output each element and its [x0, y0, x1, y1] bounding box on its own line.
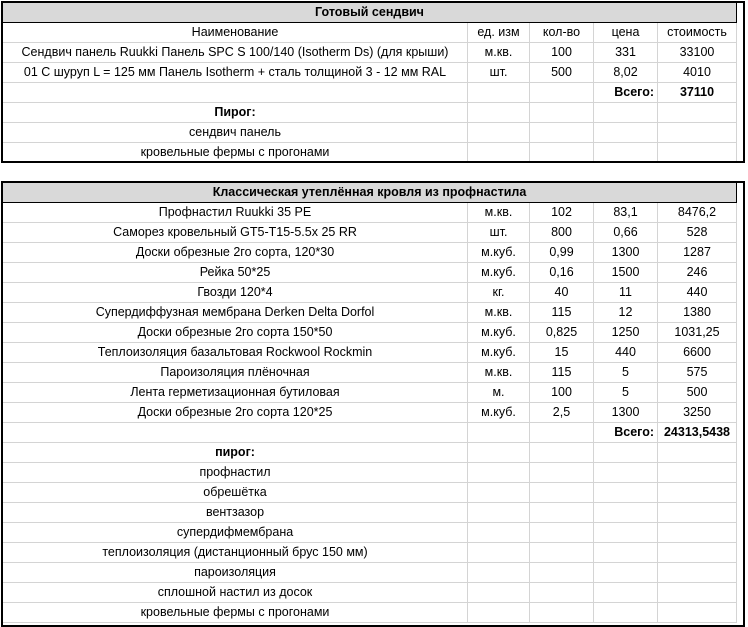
table-row [3, 403, 737, 423]
empty-cell[interactable] [468, 123, 530, 143]
header-qty[interactable]: кол-во [530, 23, 594, 43]
empty-cell[interactable] [594, 603, 658, 623]
item-name[interactable]: 01 С шуруп L = 125 мм Панель Isotherm + сталь толщиной 3 - 12 мм RAL [3, 63, 468, 83]
pie-row [3, 483, 737, 503]
item-cost[interactable]: 1287 [658, 243, 737, 263]
empty-cell[interactable] [468, 483, 530, 503]
item-unit[interactable]: м. [468, 383, 530, 403]
empty-cell[interactable] [468, 563, 530, 583]
item-price[interactable]: 1250 [594, 323, 658, 343]
empty-cell[interactable] [594, 143, 658, 163]
empty-cell[interactable] [530, 603, 594, 623]
item-unit[interactable]: м.кв. [468, 43, 530, 63]
item-qty[interactable]: 500 [530, 63, 594, 83]
empty-cell[interactable] [658, 143, 737, 163]
item-cost[interactable]: 6600 [658, 343, 737, 363]
item-price[interactable]: 12 [594, 303, 658, 323]
empty-cell[interactable] [530, 543, 594, 563]
header-cost[interactable]: стоимость [658, 23, 737, 43]
item-unit[interactable]: м.куб. [468, 263, 530, 283]
classic-title[interactable]: Классическая утеплённая кровля из профнастила [3, 183, 737, 203]
item-cost[interactable]: 1031,25 [658, 323, 737, 343]
table-row [3, 43, 737, 63]
item-qty[interactable]: 40 [530, 283, 594, 303]
empty-cell[interactable] [658, 483, 737, 503]
table-row [3, 263, 737, 283]
empty-cell[interactable] [658, 523, 737, 543]
empty-cell[interactable] [658, 563, 737, 583]
empty-cell[interactable] [468, 603, 530, 623]
item-name[interactable]: Теплоизоляция базальтовая Rockwool Rockmin [3, 343, 468, 363]
item-cost[interactable]: 3250 [658, 403, 737, 423]
item-unit[interactable]: м.кв. [468, 363, 530, 383]
total-value[interactable]: 24313,5438 [658, 423, 737, 443]
item-price[interactable]: 5 [594, 363, 658, 383]
total-label[interactable]: Всего: [594, 423, 658, 443]
pie-item[interactable]: сплошной настил из досок [3, 583, 468, 603]
table-row [3, 63, 737, 83]
empty-cell[interactable] [530, 423, 594, 443]
pie-title-row [3, 443, 737, 463]
item-unit[interactable]: шт. [468, 63, 530, 83]
item-price[interactable]: 1500 [594, 263, 658, 283]
empty-cell[interactable] [658, 443, 737, 463]
classic-pie [3, 463, 737, 623]
header-price[interactable]: цена [594, 23, 658, 43]
table-row [3, 343, 737, 363]
item-qty[interactable]: 0,825 [530, 323, 594, 343]
total-row [3, 423, 737, 443]
item-qty[interactable]: 0,99 [530, 243, 594, 263]
item-qty[interactable]: 0,16 [530, 263, 594, 283]
pie-item[interactable]: супердифмембрана [3, 523, 468, 543]
table-row [3, 383, 737, 403]
item-cost[interactable]: 246 [658, 263, 737, 283]
pie-row [3, 143, 737, 163]
empty-cell[interactable] [530, 123, 594, 143]
table-row [3, 243, 737, 263]
item-unit[interactable]: шт. [468, 223, 530, 243]
classic-table [2, 182, 737, 623]
item-unit[interactable]: м.куб. [468, 403, 530, 423]
item-qty[interactable]: 800 [530, 223, 594, 243]
item-name[interactable]: Рейка 50*25 [3, 263, 468, 283]
empty-cell[interactable] [594, 123, 658, 143]
pie-title-row [3, 103, 737, 123]
table-row [3, 303, 737, 323]
sandwich-title[interactable]: Готовый сендвич [3, 3, 737, 23]
empty-cell[interactable] [658, 583, 737, 603]
item-cost[interactable]: 575 [658, 363, 737, 383]
item-name[interactable]: Лента герметизационная бутиловая [3, 383, 468, 403]
item-price[interactable]: 0,66 [594, 223, 658, 243]
pie-row [3, 563, 737, 583]
pie-row [3, 583, 737, 603]
item-price[interactable]: 11 [594, 283, 658, 303]
total-row [3, 83, 737, 103]
empty-cell[interactable] [530, 483, 594, 503]
item-name[interactable]: Супердиффузная мембрана Derken Delta Dorfol [3, 303, 468, 323]
item-qty[interactable]: 115 [530, 363, 594, 383]
item-cost[interactable]: 33100 [658, 43, 737, 63]
empty-cell[interactable] [594, 543, 658, 563]
item-price[interactable]: 1300 [594, 243, 658, 263]
empty-cell[interactable] [3, 423, 468, 443]
item-cost[interactable]: 8476,2 [658, 203, 737, 223]
table-row [3, 203, 737, 223]
pie-item[interactable]: теплоизоляция (дистанционный брус 150 мм) [3, 543, 468, 563]
empty-cell[interactable] [468, 103, 530, 123]
empty-cell[interactable] [530, 583, 594, 603]
item-price[interactable]: 440 [594, 343, 658, 363]
empty-cell[interactable] [468, 443, 530, 463]
pie-item[interactable]: обрешётка [3, 483, 468, 503]
total-value[interactable]: 37110 [658, 83, 737, 103]
item-cost[interactable]: 528 [658, 223, 737, 243]
item-cost[interactable]: 4010 [658, 63, 737, 83]
item-unit[interactable]: м.куб. [468, 343, 530, 363]
empty-cell[interactable] [658, 543, 737, 563]
item-qty[interactable]: 100 [530, 43, 594, 63]
classic-rows [3, 203, 737, 423]
empty-cell[interactable] [594, 443, 658, 463]
empty-cell[interactable] [468, 83, 530, 103]
empty-cell[interactable] [594, 583, 658, 603]
empty-cell[interactable] [658, 103, 737, 123]
pie-row [3, 463, 737, 483]
total-label[interactable]: Всего: [594, 83, 658, 103]
empty-cell[interactable] [530, 503, 594, 523]
empty-cell[interactable] [594, 463, 658, 483]
table-row [3, 283, 737, 303]
empty-cell[interactable] [530, 443, 594, 463]
item-unit[interactable]: м.куб. [468, 243, 530, 263]
empty-cell[interactable] [594, 103, 658, 123]
empty-cell[interactable] [658, 463, 737, 483]
empty-cell[interactable] [468, 423, 530, 443]
item-qty[interactable]: 100 [530, 383, 594, 403]
item-price[interactable]: 1300 [594, 403, 658, 423]
item-name[interactable]: Саморез кровельный GT5-T15-5.5x 25 RR [3, 223, 468, 243]
empty-cell[interactable] [468, 463, 530, 483]
item-cost[interactable]: 500 [658, 383, 737, 403]
pie-item[interactable]: кровельные фермы с прогонами [3, 603, 468, 623]
item-unit[interactable]: кг. [468, 283, 530, 303]
empty-cell[interactable] [3, 83, 468, 103]
empty-cell[interactable] [658, 123, 737, 143]
item-qty[interactable]: 15 [530, 343, 594, 363]
empty-cell[interactable] [468, 143, 530, 163]
pie-title[interactable]: пирог: [3, 443, 468, 463]
empty-cell[interactable] [530, 523, 594, 543]
empty-cell[interactable] [594, 503, 658, 523]
pie-title[interactable]: Пирог: [3, 103, 468, 123]
empty-cell[interactable] [530, 143, 594, 163]
pie-item[interactable]: пароизоляция [3, 563, 468, 583]
header-unit[interactable]: ед. изм [468, 23, 530, 43]
empty-cell[interactable] [468, 523, 530, 543]
pie-row [3, 603, 737, 623]
empty-cell[interactable] [468, 503, 530, 523]
empty-cell[interactable] [530, 83, 594, 103]
item-cost[interactable]: 1380 [658, 303, 737, 323]
item-qty[interactable]: 2,5 [530, 403, 594, 423]
pie-item[interactable]: вентзазор [3, 503, 468, 523]
table-row [3, 223, 737, 243]
item-qty[interactable]: 115 [530, 303, 594, 323]
classic-title-row [3, 183, 737, 203]
pie-row [3, 523, 737, 543]
item-name[interactable]: Сендвич панель Ruukki Панель SPC S 100/140 (Isotherm Ds) (для крыши) [3, 43, 468, 63]
item-price[interactable]: 83,1 [594, 203, 658, 223]
pie-item[interactable]: кровельные фермы с прогонами [3, 143, 468, 163]
item-name[interactable]: Доски обрезные 2го сорта 150*50 [3, 323, 468, 343]
item-name[interactable]: Пароизоляция плёночная [3, 363, 468, 383]
empty-cell[interactable] [658, 503, 737, 523]
item-unit[interactable]: м.кв. [468, 303, 530, 323]
item-name[interactable]: Гвозди 120*4 [3, 283, 468, 303]
sandwich-table [2, 2, 737, 163]
item-price[interactable]: 331 [594, 43, 658, 63]
item-name[interactable]: Доски обрезные 2го сорта, 120*30 [3, 243, 468, 263]
pie-item[interactable]: профнастил [3, 463, 468, 483]
empty-cell[interactable] [530, 563, 594, 583]
empty-cell[interactable] [530, 463, 594, 483]
pie-row [3, 543, 737, 563]
empty-cell[interactable] [530, 103, 594, 123]
empty-cell[interactable] [594, 563, 658, 583]
header-name[interactable]: Наименование [3, 23, 468, 43]
empty-cell[interactable] [468, 583, 530, 603]
empty-cell[interactable] [594, 523, 658, 543]
pie-row [3, 123, 737, 143]
empty-cell[interactable] [594, 483, 658, 503]
empty-cell[interactable] [658, 603, 737, 623]
item-qty[interactable]: 102 [530, 203, 594, 223]
table-row [3, 363, 737, 383]
item-unit[interactable]: м.кв. [468, 203, 530, 223]
sandwich-title-row [3, 3, 737, 23]
item-cost[interactable]: 440 [658, 283, 737, 303]
item-name[interactable]: Профнастил Ruukki 35 PE [3, 203, 468, 223]
pie-item[interactable]: сендвич панель [3, 123, 468, 143]
pie-row [3, 503, 737, 523]
item-price[interactable]: 5 [594, 383, 658, 403]
item-unit[interactable]: м.куб. [468, 323, 530, 343]
table-row [3, 323, 737, 343]
empty-cell[interactable] [468, 543, 530, 563]
item-price[interactable]: 8,02 [594, 63, 658, 83]
header-row [3, 23, 737, 43]
item-name[interactable]: Доски обрезные 2го сорта 120*25 [3, 403, 468, 423]
